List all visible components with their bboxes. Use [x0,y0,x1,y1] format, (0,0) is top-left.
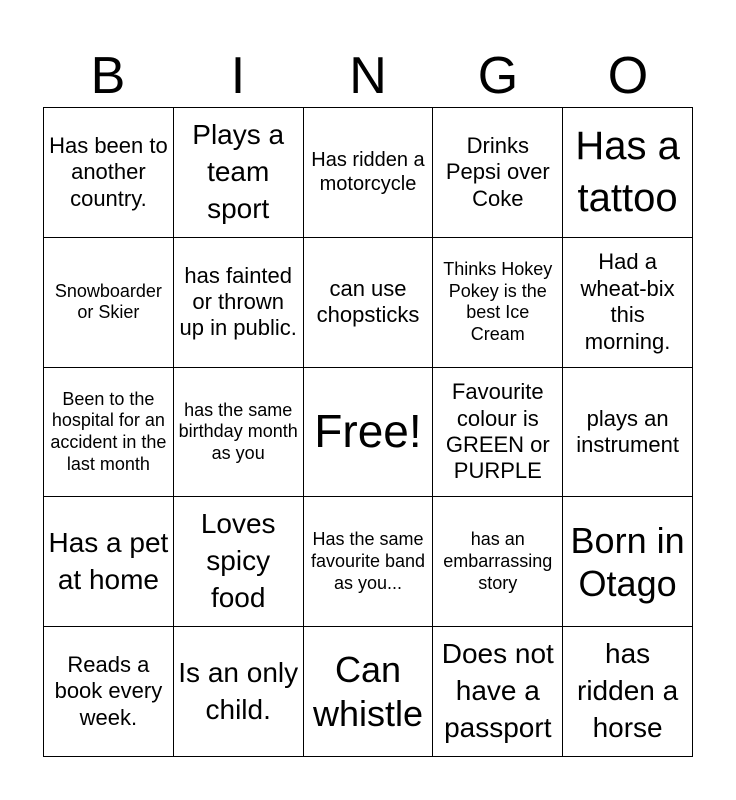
bingo-cell[interactable] [563,368,693,498]
header-letter-i: I [230,47,246,105]
bingo-cell[interactable] [174,627,304,757]
bingo-cell[interactable] [433,497,563,627]
bingo-cell-text: Drinks Pepsi over Coke [445,132,550,211]
bingo-cell-text: Is an only child. [178,656,299,725]
bingo-cell-text: Loves spicy food [200,508,276,614]
header-letter-g: G [477,47,519,105]
bingo-cell-text: Has ridden a motorcycle [311,149,425,196]
header-letter-o: O [607,47,649,105]
bingo-cell[interactable] [563,497,693,627]
bingo-cell-text: Has a pet at home [48,526,169,595]
bingo-cell-text: Has the same favourite band as you... [310,529,426,593]
bingo-header [43,48,693,104]
bingo-cell[interactable] [304,497,434,627]
bingo-cell[interactable] [563,108,693,238]
bingo-cell[interactable] [44,368,174,498]
bingo-cell-text: Has been to another country. [49,132,168,211]
bingo-cell-text: can use chopsticks [316,275,420,328]
bingo-cell-text: Favourite colour is GREEN or PURPLE [445,379,550,484]
bingo-cell-text: Can whistle [312,649,424,734]
bingo-cell-text: plays an instrument [576,405,679,457]
bingo-cell-text: has an embarrassing story [443,529,553,593]
bingo-cell-text: Snowboarder or Skier [54,280,162,323]
header-letter-b: B [90,47,126,105]
bingo-cell[interactable] [174,108,304,238]
bingo-cell[interactable] [304,627,434,757]
bingo-cell[interactable] [44,238,174,368]
bingo-cell-text: Thinks Hokey Pokey is the best Ice Cream [443,259,553,344]
bingo-cell[interactable] [44,108,174,238]
bingo-cell-text: Reads a book every week. [54,652,163,730]
bingo-cell[interactable] [44,627,174,757]
bingo-cell-text: Born in Otago [570,519,685,604]
bingo-cell-text: Plays a team sport [192,118,285,224]
bingo-cell[interactable] [174,497,304,627]
bingo-cell-text: has fainted or thrown up in public. [179,262,297,341]
bingo-cell[interactable] [433,627,563,757]
bingo-cell[interactable] [44,497,174,627]
bingo-cell[interactable] [433,368,563,498]
bingo-cell[interactable] [563,627,693,757]
bingo-cell-text: has the same birthday month as you [178,399,298,463]
bingo-cell-text: Does not have a passport [441,638,554,744]
bingo-cell[interactable] [304,108,434,238]
bingo-cell-text: Has a tattoo [575,124,680,221]
bingo-cell[interactable] [433,238,563,368]
bingo-cell-text: has ridden a horse [577,638,679,744]
bingo-cell[interactable] [174,238,304,368]
bingo-board [43,107,693,757]
bingo-cell[interactable] [174,368,304,498]
bingo-cell[interactable] [304,368,434,498]
bingo-cell[interactable] [433,108,563,238]
bingo-cell-text: Free! [314,405,422,458]
bingo-cell[interactable] [304,238,434,368]
header-letter-n: N [349,47,387,105]
bingo-cell[interactable] [563,238,693,368]
bingo-cell-text: Been to the hospital for an accident in the last month [50,388,167,474]
bingo-cell-text: Had a wheat-bix this morning. [580,249,675,354]
